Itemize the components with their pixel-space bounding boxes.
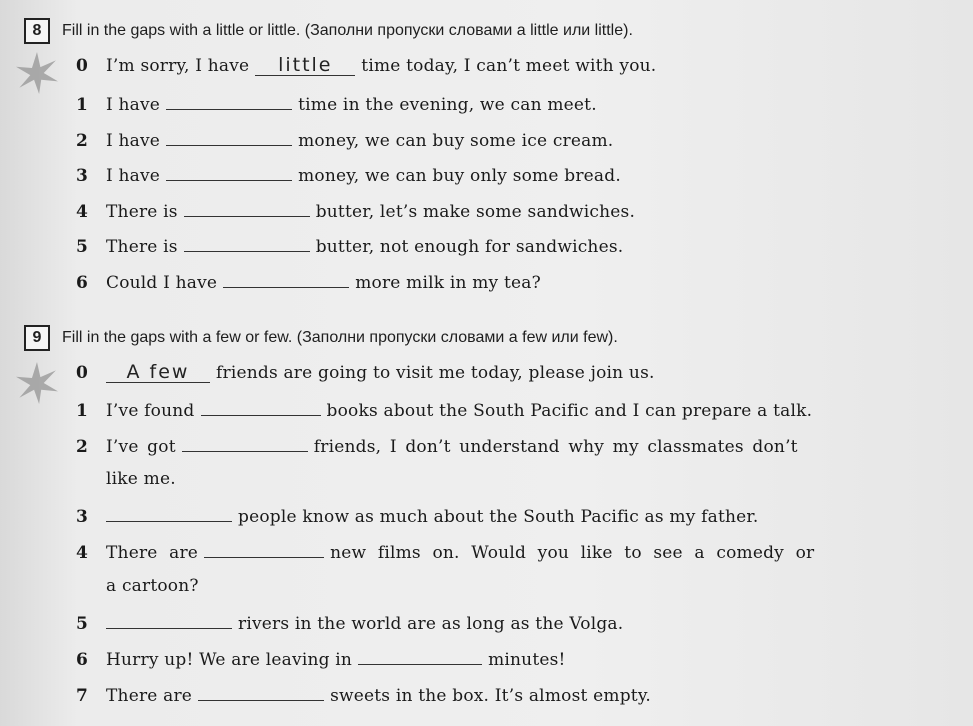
ex8-item-6: 6 Could I have more milk in my tea? bbox=[76, 269, 923, 294]
ex8-gap-3[interactable] bbox=[166, 162, 292, 181]
ex9-item-5: 5 rivers in the world are as long as the Volga. bbox=[76, 610, 923, 635]
ex8-item-0: 0 I’m sorry, I have little time today, I can’t meet with you. bbox=[76, 54, 657, 76]
ex9-gap-4[interactable] bbox=[204, 539, 324, 558]
ex9-item-2: 2 I’ve got friends, I don’t understand why my classmates don’t bbox=[76, 433, 923, 458]
ex9-item-4: 4 There are new films on. Would you like to see a comedy or bbox=[76, 539, 923, 564]
ex8-gap-5[interactable] bbox=[184, 233, 310, 252]
ex9-gap-7[interactable] bbox=[198, 682, 324, 701]
ex9-gap-1[interactable] bbox=[201, 397, 321, 416]
ex8-item-5: 5 There is butter, not enough for sandwiches. bbox=[76, 233, 923, 258]
example-star-icon bbox=[16, 52, 58, 94]
exercise-9-number: 9 bbox=[24, 325, 50, 351]
ex9-item-7: 7 There are sweets in the box. It’s almost empty. bbox=[76, 682, 923, 707]
ex9-item-1: 1 I’ve found books about the South Pacific and I can prepare a talk. bbox=[76, 397, 923, 422]
ex8-item-4: 4 There is butter, let’s make some sandwiches. bbox=[76, 198, 923, 223]
ex8-gap-2[interactable] bbox=[166, 127, 292, 146]
exercise-9-header bbox=[24, 325, 618, 351]
exercise-9-instructions: Fill in the gaps with a few or few. (Заполни пропуски словами a few или few). bbox=[62, 329, 618, 346]
example-star-icon bbox=[16, 362, 58, 404]
ex8-item-2: 2 I have money, we can buy some ice cream. bbox=[76, 127, 923, 152]
ex9-gap-3[interactable] bbox=[106, 503, 232, 522]
ex8-gap-1[interactable] bbox=[166, 91, 292, 110]
ex8-gap-6[interactable] bbox=[223, 269, 349, 288]
exercise-8-header bbox=[24, 18, 633, 44]
ex9-item-4-continued: a cartoon? bbox=[106, 576, 199, 596]
exercise-8-instructions: Fill in the gaps with a little or little. (Заполни пропуски словами a little или little). bbox=[62, 22, 633, 39]
ex9-example-answer: A few bbox=[106, 364, 210, 383]
ex9-item-6: 6 Hurry up! We are leaving in minutes! bbox=[76, 646, 923, 671]
ex9-gap-5[interactable] bbox=[106, 610, 232, 629]
ex8-item-1: 1 I have time in the evening, we can meet. bbox=[76, 91, 923, 116]
ex9-item-2-continued: like me. bbox=[106, 469, 176, 489]
ex9-item-0: 0 A few friends are going to visit me today, please join us. bbox=[76, 361, 655, 383]
ex8-item-3: 3 I have money, we can buy only some bread. bbox=[76, 162, 923, 187]
ex8-example-answer: little bbox=[255, 57, 355, 76]
ex9-gap-6[interactable] bbox=[358, 646, 482, 665]
exercise-8-number: 8 bbox=[24, 18, 50, 44]
ex9-item-3: 3 people know as much about the South Pacific as my father. bbox=[76, 503, 923, 528]
ex8-gap-4[interactable] bbox=[184, 198, 310, 217]
ex9-gap-2[interactable] bbox=[182, 433, 308, 452]
